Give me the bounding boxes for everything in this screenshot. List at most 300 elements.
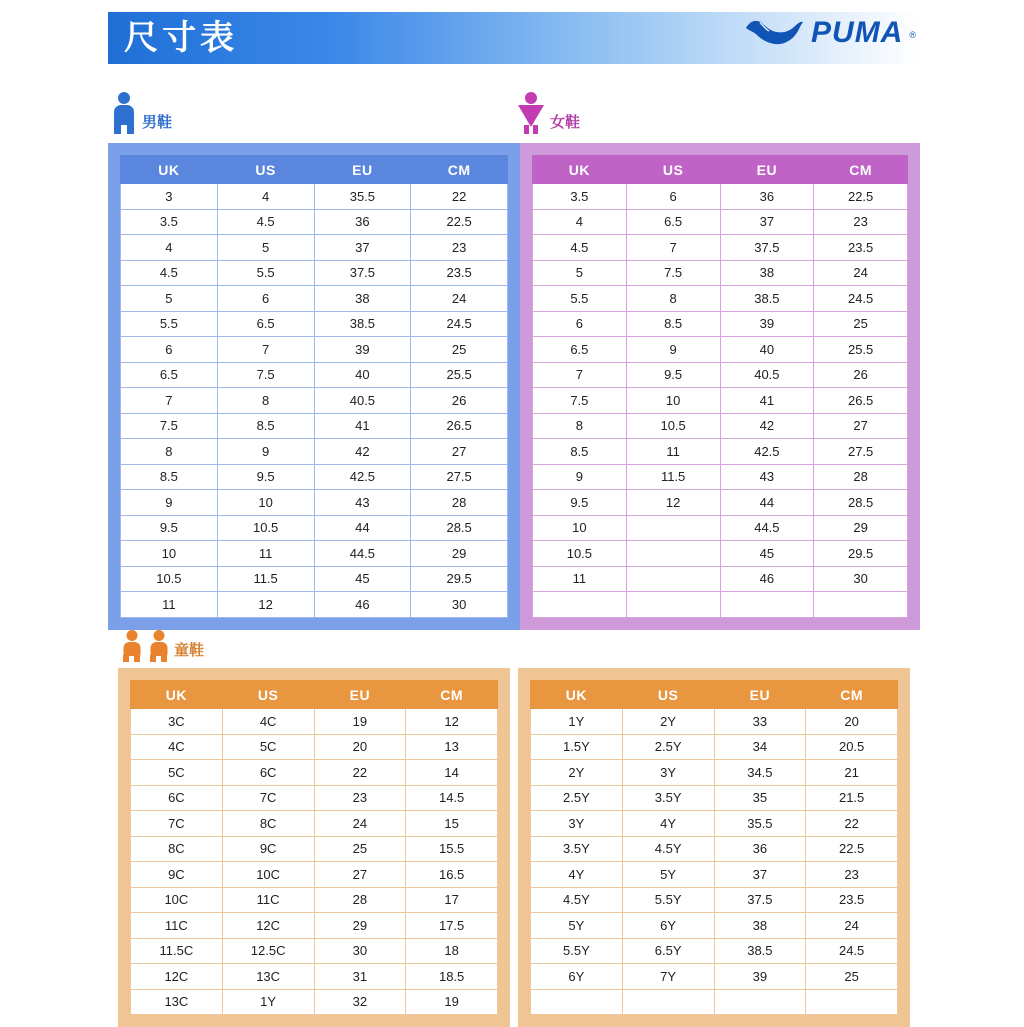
table-cell-cm: 25.5 <box>411 362 508 388</box>
table-cell-eu: 32 <box>314 989 406 1015</box>
table-cell-eu: 25 <box>314 836 406 862</box>
table-header-row <box>121 156 508 184</box>
table-cell-uk: 3.5 <box>121 209 218 235</box>
table-cell-eu: 37.5 <box>314 260 411 286</box>
table-row <box>533 337 908 363</box>
table-cell-uk: 9.5 <box>121 515 218 541</box>
table-cell-us: 4Y <box>622 811 714 837</box>
women-label-text: 女鞋 <box>550 114 581 131</box>
table-cell-uk: 3 <box>121 184 218 210</box>
column-header-uk: UK <box>533 156 627 184</box>
table-cell-uk: 9.5 <box>533 490 627 516</box>
table-cell-eu: 39 <box>720 311 814 337</box>
table-row <box>533 515 908 541</box>
table-row <box>131 989 498 1015</box>
table-cell-us <box>626 515 720 541</box>
table-row <box>131 913 498 939</box>
table-cell-eu: 37 <box>720 209 814 235</box>
table-cell-us <box>626 566 720 592</box>
table-cell-uk: 12C <box>131 964 223 990</box>
table-cell-cm: 15 <box>406 811 498 837</box>
table-row <box>131 811 498 837</box>
table-cell-cm: 21.5 <box>806 785 898 811</box>
column-header-eu: EU <box>314 156 411 184</box>
table-cell-uk: 8C <box>131 836 223 862</box>
table-cell-uk: 10 <box>121 541 218 567</box>
table-cell-us: 1Y <box>222 989 314 1015</box>
table-cell-uk: 10.5 <box>533 541 627 567</box>
table-cell-eu <box>720 592 814 618</box>
table-cell-eu: 42.5 <box>314 464 411 490</box>
table-cell-cm <box>806 989 898 1015</box>
table-cell-cm: 24.5 <box>806 938 898 964</box>
registered-mark: ® <box>909 30 916 40</box>
kids-size-table-left <box>130 680 498 1015</box>
table-row <box>131 760 498 786</box>
table-cell-eu: 42 <box>720 413 814 439</box>
table-cell-uk: 3C <box>131 709 223 735</box>
table-cell-us: 4.5Y <box>622 836 714 862</box>
table-cell-us: 6Y <box>622 913 714 939</box>
table-cell-uk: 6 <box>121 337 218 363</box>
table-cell-uk: 3Y <box>531 811 623 837</box>
table-cell-eu: 41 <box>314 413 411 439</box>
table-cell-cm: 28.5 <box>814 490 908 516</box>
table-cell-uk: 7.5 <box>533 388 627 414</box>
table-cell-uk: 5C <box>131 760 223 786</box>
table-cell-eu: 31 <box>314 964 406 990</box>
table-row <box>121 260 508 286</box>
table-cell-us: 3Y <box>622 760 714 786</box>
table-cell-cm: 21 <box>806 760 898 786</box>
table-cell-uk: 8.5 <box>533 439 627 465</box>
table-row <box>131 836 498 862</box>
table-cell-us: 11 <box>626 439 720 465</box>
table-cell-eu: 40 <box>720 337 814 363</box>
table-row <box>121 515 508 541</box>
table-cell-us: 9.5 <box>217 464 314 490</box>
table-cell-eu: 44 <box>314 515 411 541</box>
table-row <box>131 938 498 964</box>
table-cell-us: 4 <box>217 184 314 210</box>
table-cell-uk: 4.5 <box>533 235 627 261</box>
table-cell-us: 7 <box>217 337 314 363</box>
table-row <box>121 439 508 465</box>
table-cell-us: 9.5 <box>626 362 720 388</box>
table-cell-us: 3.5Y <box>622 785 714 811</box>
table-row <box>121 235 508 261</box>
table-cell-uk: 4C <box>131 734 223 760</box>
table-cell-us: 11.5 <box>217 566 314 592</box>
table-row <box>533 209 908 235</box>
table-cell-uk: 8.5 <box>121 464 218 490</box>
table-row <box>121 592 508 618</box>
table-cell-us: 6.5 <box>217 311 314 337</box>
table-cell-us: 10C <box>222 862 314 888</box>
table-row <box>531 887 898 913</box>
table-cell-uk: 5.5Y <box>531 938 623 964</box>
table-cell-us: 13C <box>222 964 314 990</box>
table-row <box>121 413 508 439</box>
table-cell-us <box>626 592 720 618</box>
table-cell-cm: 26 <box>411 388 508 414</box>
table-cell-cm: 27 <box>411 439 508 465</box>
table-cell-eu: 36 <box>720 184 814 210</box>
page-header <box>0 0 1024 78</box>
table-row <box>131 709 498 735</box>
table-cell-uk: 2Y <box>531 760 623 786</box>
table-cell-us: 10.5 <box>217 515 314 541</box>
table-cell-eu: 37 <box>314 235 411 261</box>
table-cell-us: 10 <box>626 388 720 414</box>
table-row <box>531 709 898 735</box>
table-row <box>121 286 508 312</box>
table-cell-us: 4C <box>222 709 314 735</box>
women-size-table <box>532 155 908 618</box>
table-cell-uk: 11C <box>131 913 223 939</box>
table-row <box>121 311 508 337</box>
table-cell-uk: 5.5 <box>121 311 218 337</box>
table-cell-uk: 6.5 <box>121 362 218 388</box>
table-cell-cm: 28.5 <box>411 515 508 541</box>
table-header-row <box>533 156 908 184</box>
table-cell-uk: 3.5Y <box>531 836 623 862</box>
table-row <box>531 760 898 786</box>
table-cell-us: 4.5 <box>217 209 314 235</box>
table-cell-eu: 37 <box>714 862 806 888</box>
table-row <box>131 887 498 913</box>
column-header-uk: UK <box>131 681 223 709</box>
table-cell-cm: 29 <box>814 515 908 541</box>
table-cell-cm: 14.5 <box>406 785 498 811</box>
table-cell-eu: 40 <box>314 362 411 388</box>
table-row <box>533 490 908 516</box>
table-cell-eu: 35.5 <box>714 811 806 837</box>
table-cell-cm: 24.5 <box>411 311 508 337</box>
table-row <box>533 592 908 618</box>
table-cell-us: 11.5 <box>626 464 720 490</box>
table-cell-cm: 28 <box>411 490 508 516</box>
table-row <box>533 260 908 286</box>
table-cell-us: 9 <box>217 439 314 465</box>
table-cell-cm <box>814 592 908 618</box>
kids-size-table-panel-left <box>118 668 510 1027</box>
table-cell-eu: 38.5 <box>720 286 814 312</box>
table-row <box>533 286 908 312</box>
table-cell-cm: 29.5 <box>814 541 908 567</box>
table-cell-uk: 5 <box>121 286 218 312</box>
table-cell-us: 6 <box>217 286 314 312</box>
table-cell-eu: 39 <box>714 964 806 990</box>
table-cell-us: 10.5 <box>626 413 720 439</box>
table-cell-eu: 38 <box>720 260 814 286</box>
table-cell-us: 11C <box>222 887 314 913</box>
table-cell-us <box>622 989 714 1015</box>
table-cell-cm: 25 <box>411 337 508 363</box>
column-header-cm: CM <box>411 156 508 184</box>
table-row <box>131 964 498 990</box>
column-header-uk: UK <box>121 156 218 184</box>
table-cell-us: 6.5Y <box>622 938 714 964</box>
table-cell-eu: 34.5 <box>714 760 806 786</box>
table-cell-us: 8.5 <box>626 311 720 337</box>
table-cell-cm: 23 <box>806 862 898 888</box>
table-cell-eu: 22 <box>314 760 406 786</box>
table-cell-cm: 27 <box>814 413 908 439</box>
table-cell-uk: 11.5C <box>131 938 223 964</box>
table-cell-us: 6C <box>222 760 314 786</box>
table-row <box>533 413 908 439</box>
table-cell-cm: 23 <box>411 235 508 261</box>
table-cell-eu: 39 <box>314 337 411 363</box>
table-cell-us: 8 <box>217 388 314 414</box>
table-cell-cm: 25.5 <box>814 337 908 363</box>
table-row <box>531 862 898 888</box>
table-cell-uk: 3.5 <box>533 184 627 210</box>
table-cell-eu: 45 <box>720 541 814 567</box>
table-row <box>533 439 908 465</box>
table-row <box>531 913 898 939</box>
table-cell-cm: 27.5 <box>814 439 908 465</box>
table-cell-eu: 38.5 <box>714 938 806 964</box>
table-cell-uk: 5 <box>533 260 627 286</box>
table-cell-eu: 36 <box>714 836 806 862</box>
table-cell-cm: 24 <box>806 913 898 939</box>
table-cell-uk: 4Y <box>531 862 623 888</box>
table-cell-uk: 1.5Y <box>531 734 623 760</box>
table-cell-us: 12C <box>222 913 314 939</box>
column-header-eu: EU <box>314 681 406 709</box>
column-header-eu: EU <box>720 156 814 184</box>
table-cell-cm: 19 <box>406 989 498 1015</box>
table-row <box>131 734 498 760</box>
table-row <box>533 388 908 414</box>
table-row <box>121 337 508 363</box>
table-cell-uk: 13C <box>131 989 223 1015</box>
table-cell-us: 7 <box>626 235 720 261</box>
puma-cat-icon <box>743 16 805 50</box>
table-cell-cm: 16.5 <box>406 862 498 888</box>
table-cell-eu: 43 <box>720 464 814 490</box>
table-cell-us: 8.5 <box>217 413 314 439</box>
table-cell-us: 11 <box>217 541 314 567</box>
table-header-row <box>131 681 498 709</box>
table-cell-us: 5.5Y <box>622 887 714 913</box>
table-cell-us: 7.5 <box>217 362 314 388</box>
table-cell-us: 10 <box>217 490 314 516</box>
table-cell-eu: 29 <box>314 913 406 939</box>
table-row <box>533 362 908 388</box>
table-cell-eu: 37.5 <box>714 887 806 913</box>
table-cell-eu: 23 <box>314 785 406 811</box>
column-header-cm: CM <box>406 681 498 709</box>
table-cell-cm: 25 <box>814 311 908 337</box>
column-header-us: US <box>217 156 314 184</box>
table-cell-us: 8C <box>222 811 314 837</box>
table-cell-eu: 42 <box>314 439 411 465</box>
men-size-table-panel <box>108 143 520 630</box>
column-header-cm: CM <box>814 156 908 184</box>
table-cell-eu: 44 <box>720 490 814 516</box>
table-cell-eu: 38.5 <box>314 311 411 337</box>
table-cell-cm: 17 <box>406 887 498 913</box>
table-cell-eu: 35 <box>714 785 806 811</box>
table-row <box>531 989 898 1015</box>
table-cell-eu: 36 <box>314 209 411 235</box>
table-cell-uk: 4.5Y <box>531 887 623 913</box>
table-cell-cm: 24 <box>411 286 508 312</box>
table-row <box>531 785 898 811</box>
table-cell-us: 9 <box>626 337 720 363</box>
table-cell-us: 9C <box>222 836 314 862</box>
table-cell-cm: 26.5 <box>814 388 908 414</box>
table-cell-us: 7.5 <box>626 260 720 286</box>
table-cell-eu: 41 <box>720 388 814 414</box>
table-cell-cm: 13 <box>406 734 498 760</box>
table-cell-cm: 20.5 <box>806 734 898 760</box>
table-row <box>531 734 898 760</box>
table-cell-uk: 2.5Y <box>531 785 623 811</box>
table-cell-cm: 23.5 <box>814 235 908 261</box>
table-cell-us: 5C <box>222 734 314 760</box>
table-cell-uk: 7 <box>121 388 218 414</box>
kids-icon <box>122 622 168 662</box>
table-cell-cm: 29 <box>411 541 508 567</box>
kids-label-text: 童鞋 <box>174 642 205 659</box>
table-cell-cm: 24 <box>814 260 908 286</box>
table-cell-cm: 26 <box>814 362 908 388</box>
table-cell-uk: 11 <box>533 566 627 592</box>
table-cell-cm: 23.5 <box>806 887 898 913</box>
table-cell-uk: 6C <box>131 785 223 811</box>
table-cell-eu: 28 <box>314 887 406 913</box>
table-cell-us: 12 <box>217 592 314 618</box>
table-row <box>131 862 498 888</box>
table-row <box>533 541 908 567</box>
kids-size-table-right <box>530 680 898 1015</box>
table-cell-uk: 5.5 <box>533 286 627 312</box>
table-cell-eu: 24 <box>314 811 406 837</box>
table-cell-us <box>626 541 720 567</box>
table-row <box>533 184 908 210</box>
table-cell-eu: 43 <box>314 490 411 516</box>
table-cell-uk: 4 <box>121 235 218 261</box>
table-cell-uk: 6Y <box>531 964 623 990</box>
column-header-cm: CM <box>806 681 898 709</box>
puma-wordmark: PUMA <box>811 16 904 49</box>
table-cell-eu: 46 <box>314 592 411 618</box>
table-row <box>131 785 498 811</box>
table-cell-eu: 20 <box>314 734 406 760</box>
table-cell-us: 5 <box>217 235 314 261</box>
table-cell-us: 5.5 <box>217 260 314 286</box>
column-header-us: US <box>622 681 714 709</box>
section-label-men <box>112 92 172 134</box>
table-row <box>533 464 908 490</box>
table-cell-cm: 30 <box>814 566 908 592</box>
table-cell-uk: 9 <box>121 490 218 516</box>
column-header-us: US <box>222 681 314 709</box>
table-row <box>121 388 508 414</box>
puma-logo <box>743 16 916 50</box>
table-cell-uk: 11 <box>121 592 218 618</box>
table-cell-cm: 23.5 <box>411 260 508 286</box>
table-cell-us: 6.5 <box>626 209 720 235</box>
table-cell-cm: 15.5 <box>406 836 498 862</box>
table-row <box>121 184 508 210</box>
table-row <box>121 490 508 516</box>
table-cell-cm: 26.5 <box>411 413 508 439</box>
table-cell-eu: 30 <box>314 938 406 964</box>
table-cell-cm: 24.5 <box>814 286 908 312</box>
table-cell-eu: 35.5 <box>314 184 411 210</box>
men-size-table <box>120 155 508 618</box>
table-cell-cm: 22 <box>411 184 508 210</box>
table-cell-uk: 1Y <box>531 709 623 735</box>
women-size-table-panel <box>520 143 920 630</box>
table-cell-cm: 23 <box>814 209 908 235</box>
table-cell-uk: 9C <box>131 862 223 888</box>
table-cell-eu: 38 <box>314 286 411 312</box>
table-cell-uk: 4 <box>533 209 627 235</box>
table-cell-uk: 4.5 <box>121 260 218 286</box>
man-icon <box>112 92 136 134</box>
table-cell-us: 8 <box>626 286 720 312</box>
kids-size-table-panel-right <box>518 668 910 1027</box>
table-row <box>531 811 898 837</box>
table-cell-eu <box>714 989 806 1015</box>
table-row <box>121 362 508 388</box>
table-cell-uk: 8 <box>121 439 218 465</box>
table-cell-eu: 27 <box>314 862 406 888</box>
table-cell-uk: 6 <box>533 311 627 337</box>
table-cell-uk: 10C <box>131 887 223 913</box>
table-cell-us: 5Y <box>622 862 714 888</box>
table-cell-eu: 33 <box>714 709 806 735</box>
table-cell-cm: 22 <box>806 811 898 837</box>
table-row <box>531 938 898 964</box>
table-cell-eu: 42.5 <box>720 439 814 465</box>
table-header-row <box>531 681 898 709</box>
table-cell-eu: 44.5 <box>720 515 814 541</box>
table-cell-cm: 30 <box>411 592 508 618</box>
table-cell-uk: 6.5 <box>533 337 627 363</box>
table-cell-uk: 8 <box>533 413 627 439</box>
table-cell-cm: 18 <box>406 938 498 964</box>
table-cell-uk <box>531 989 623 1015</box>
table-cell-cm: 18.5 <box>406 964 498 990</box>
table-cell-eu: 40.5 <box>314 388 411 414</box>
table-cell-eu: 38 <box>714 913 806 939</box>
section-label-kids <box>122 622 204 662</box>
page-title: 尺寸表 <box>124 19 238 57</box>
table-cell-eu: 45 <box>314 566 411 592</box>
table-cell-cm: 14 <box>406 760 498 786</box>
table-cell-cm: 20 <box>806 709 898 735</box>
table-cell-eu: 37.5 <box>720 235 814 261</box>
table-cell-uk: 10 <box>533 515 627 541</box>
section-label-women <box>518 92 580 134</box>
table-cell-uk: 10.5 <box>121 566 218 592</box>
table-row <box>533 311 908 337</box>
table-cell-uk <box>533 592 627 618</box>
table-cell-cm: 12 <box>406 709 498 735</box>
table-cell-cm: 17.5 <box>406 913 498 939</box>
table-cell-uk: 9 <box>533 464 627 490</box>
table-row <box>121 541 508 567</box>
table-row <box>531 836 898 862</box>
table-cell-us: 12 <box>626 490 720 516</box>
